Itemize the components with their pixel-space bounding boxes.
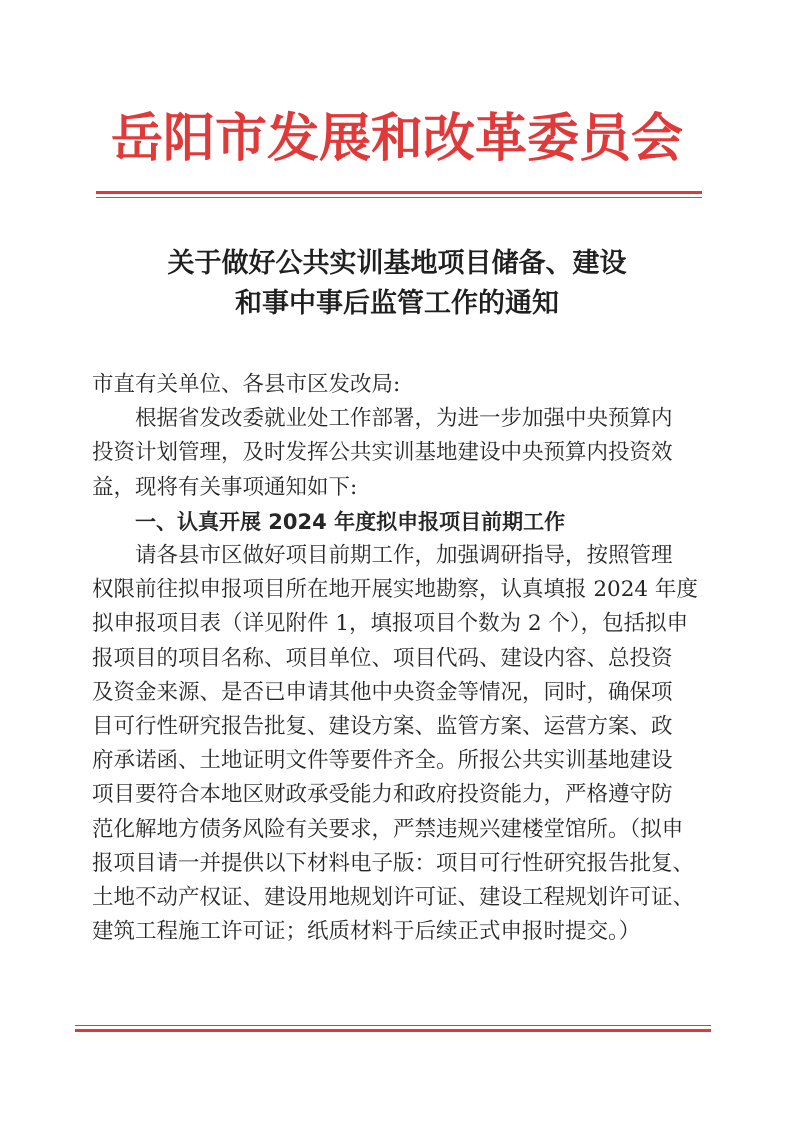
- section-paragraph-line: 拟申报项目表（详见附件 1，填报项目个数为 2 个），包括拟申: [92, 611, 689, 637]
- section-paragraph-line: 土地不动产权证、建设用地规划许可证、建设工程规划许可证、: [92, 885, 695, 911]
- section-paragraph-line: 范化解地方债务风险有关要求，严禁违规兴建楼堂馆所。（拟申: [92, 816, 684, 842]
- section-heading: 一、认真开展 2024 年度拟申报项目前期工作: [135, 509, 566, 534]
- intro-line: 根据省发改委就业处工作部署，为进一步加强中央预算内: [135, 406, 673, 432]
- letterhead-divider-top: [96, 191, 702, 200]
- document-title-line-1: 关于做好公共实训基地项目储备、建设: [167, 248, 627, 279]
- document-title: [0, 244, 794, 324]
- divider-thin-line: [96, 197, 702, 198]
- document-body: [92, 368, 698, 949]
- section-paragraph-line: 及资金来源、是否已申请其他中央资金等情况，同时，确保项: [92, 679, 673, 705]
- section-paragraph-line: 建筑工程施工许可证；纸质材料于后续正式申报时提交。）: [92, 919, 641, 945]
- footer-divider: [75, 1025, 711, 1034]
- section-paragraph-line: 报项目请一并提供以下材料电子版：项目可行性研究报告批复、: [92, 850, 695, 876]
- section-paragraph-line: 项目要符合本地区财政承受能力和政府投资能力，严格遵守防: [92, 782, 673, 808]
- intro-line: 益，现将有关事项通知如下:: [92, 474, 358, 500]
- organization-name: 岳阳市发展和改革委员会: [110, 108, 683, 169]
- letterhead: [0, 104, 794, 174]
- salutation: 市直有关单位、各县市区发改局:: [92, 372, 401, 397]
- divider-thick-line: [96, 191, 702, 194]
- section-paragraph-line: 请各县市区做好项目前期工作，加强调研指导，按照管理: [135, 543, 673, 569]
- section-paragraph-line: 权限前往拟申报项目所在地开展实地勘察，认真填报 2024 年度: [92, 577, 698, 603]
- section-paragraph-line: 目可行性研究报告批复、建设方案、监管方案、运营方案、政: [92, 714, 673, 740]
- divider-thick-line: [75, 1029, 711, 1032]
- section-paragraph-line: 府承诺函、土地证明文件等要件齐全。所报公共实训基地建设: [92, 748, 673, 774]
- section-paragraph-line: 报项目的项目名称、项目单位、项目代码、建设内容、总投资: [92, 645, 673, 671]
- intro-line: 投资计划管理，及时发挥公共实训基地建设中央预算内投资效: [92, 440, 673, 466]
- divider-thin-line: [75, 1025, 711, 1026]
- document-title-line-2: 和事中事后监管工作的通知: [235, 288, 559, 319]
